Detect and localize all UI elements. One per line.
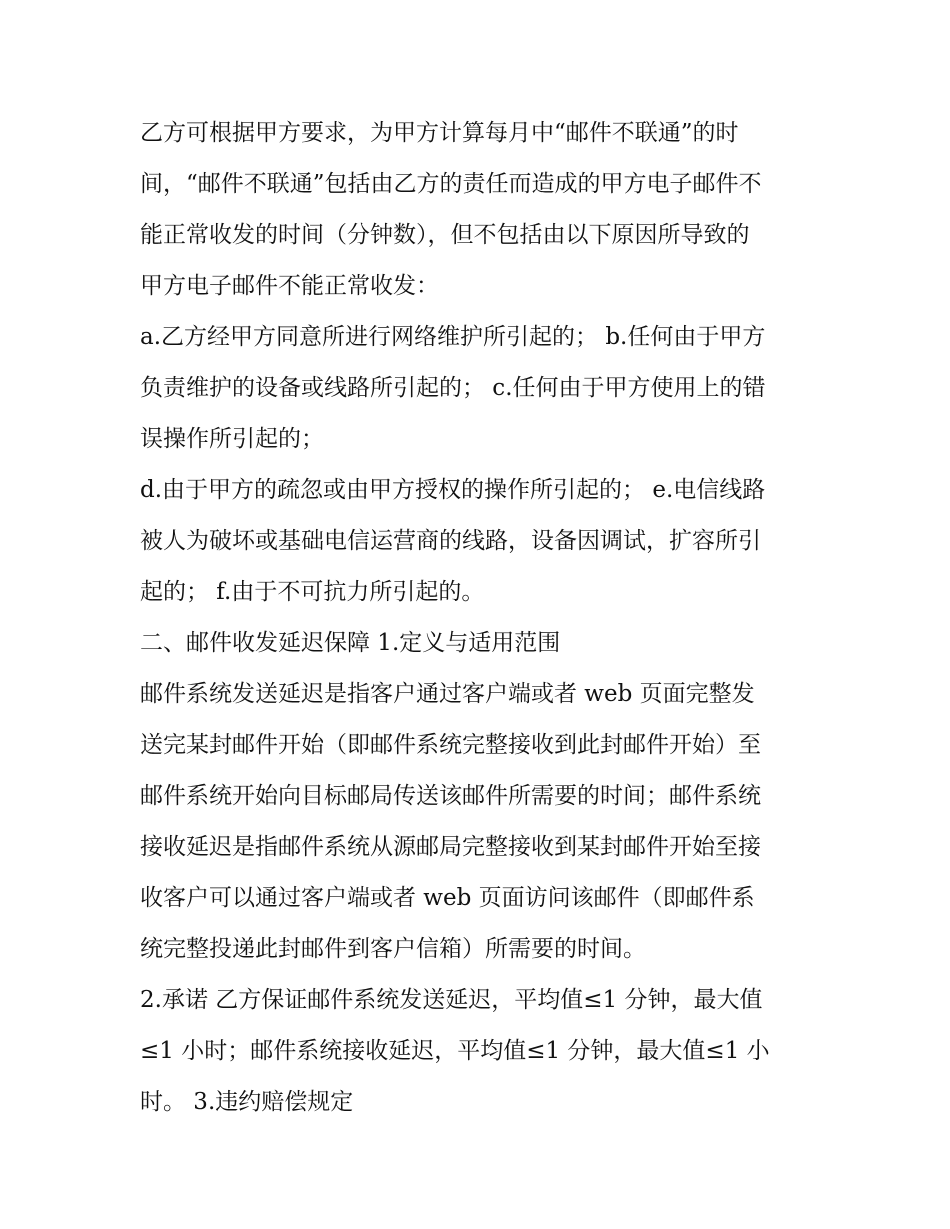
text-line: 间，“邮件不联通”包括由乙方的责任而造成的甲方电子邮件不 (140, 171, 762, 197)
text-line: a.乙方经甲方同意所进行网络维护所引起的； b.任何由于甲方 (140, 324, 766, 350)
text-line: 误操作所引起的； (140, 426, 324, 452)
text-line: 能正常收发的时间（分钟数），但不包括由以下原因所导致的 (140, 222, 750, 248)
text-line: d.由于甲方的疏忽或由甲方授权的操作所引起的； e.电信线路 (140, 477, 766, 503)
text-line: 被人为破坏或基础电信运营商的线路，设备因调试，扩容所引 (140, 528, 761, 554)
document-body (140, 108, 812, 1128)
text-line: 起的； f.由于不可抗力所引起的。 (140, 579, 485, 605)
text-line: 邮件系统发送延迟是指客户通过客户端或者 web 页面完整发 (140, 681, 755, 707)
text-line: 邮件系统开始向目标邮局传送该邮件所需要的时间；邮件系统 (140, 783, 761, 809)
text-line: 乙方可根据甲方要求，为甲方计算每月中“邮件不联通”的时 (140, 120, 739, 146)
text-line: 统完整投递此封邮件到客户信箱）所需要的时间。 (140, 936, 646, 962)
text-line: 收客户可以通过客户端或者 web 页面访问该邮件（即邮件系 (140, 885, 755, 911)
text-line: 2.承诺 乙方保证邮件系统发送延迟，平均值≤1 分钟，最大值 (140, 987, 763, 1013)
text-line: 接收延迟是指邮件系统从源邮局完整接收到某封邮件开始至接 (140, 834, 761, 860)
text-line: 负责维护的设备或线路所引起的； c.任何由于甲方使用上的错 (140, 375, 766, 401)
text-line: 时。 3.违约赔偿规定 (140, 1089, 354, 1115)
section-heading-line: 二、邮件收发延迟保障 1.定义与适用范围 (140, 630, 561, 656)
text-line: ≤1 小时；邮件系统接收延迟，平均值≤1 分钟，最大值≤1 小 (140, 1038, 770, 1064)
text-line: 送完某封邮件开始（即邮件系统完整接收到此封邮件开始）至 (140, 732, 761, 758)
text-line: 甲方电子邮件不能正常收发： (140, 273, 439, 299)
